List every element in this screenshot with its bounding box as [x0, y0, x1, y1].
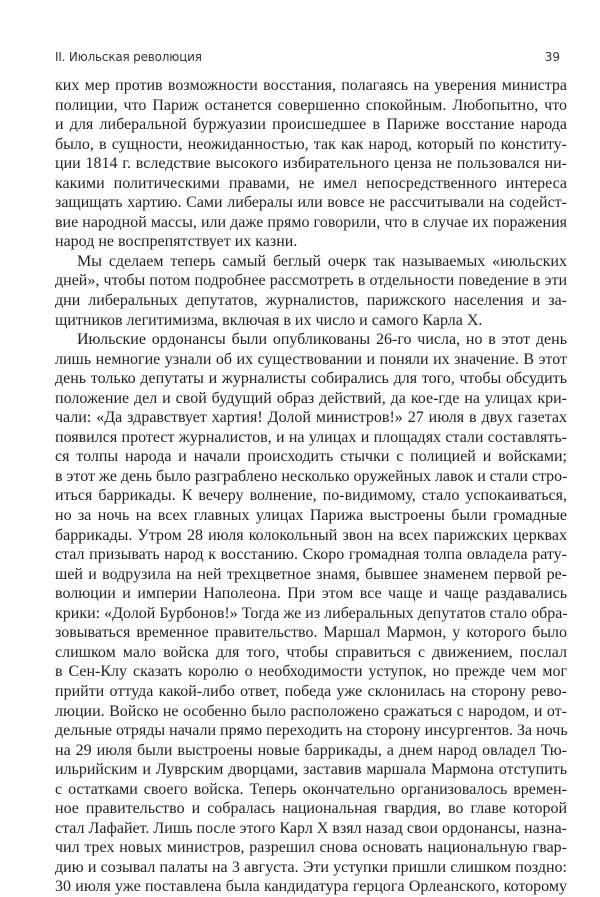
text-line: день только депутаты и журналисты собирались для того, чтобы обсудить	[55, 370, 567, 388]
text-line: появился протест журналистов, и на улицах и площадях стали составлять-	[55, 428, 567, 446]
page-number: 39	[544, 50, 560, 64]
text-line: но за ночь на всех главных улицах Парижа выстроены были громадные	[55, 507, 567, 525]
text-line: защищать хартию. Сами либералы или вовсе не рассчитывали на содейст-	[55, 194, 567, 212]
text-line: ся толпы народа и начали происходить стычки с полицией и войсками;	[55, 448, 567, 466]
text-line: иться баррикады. К вечеру волнение, по-видимому, стало успокаиваться,	[55, 487, 567, 505]
text-line: дию и созывал палаты на 3 августа. Эти уступки пришли слишком поздно:	[55, 858, 567, 876]
text-line: люции. Войско не особенно было расположено сражаться с народом, и от-	[55, 702, 567, 720]
text-line: волюции и империи Наполеона. При этом все чаще и чаще раздавались	[55, 585, 567, 603]
text-line: полиции, что Париж останется совершенно спокойным. Любопытно, что	[55, 96, 567, 114]
text-line: Мы сделаем теперь самый беглый очерк так называемых «июльских	[77, 252, 567, 270]
paragraph	[55, 76, 567, 252]
section-title: II. Июльская революция	[55, 50, 202, 64]
text-line: ких мер против возможности восстания, полагаясь на уверения министра	[55, 77, 567, 94]
text-line: и для либеральной буржуазии происшедшее в Париже восстание народа	[55, 116, 567, 134]
text-line: какими политическими правами, не имел непосредственного интереса	[55, 174, 567, 192]
body-text	[55, 76, 567, 897]
text-line: было, в сущности, неожиданностью, так как народ, который по конститу-	[55, 135, 567, 153]
text-line: на 29 июля были выстроены новые баррикады, а днем народ овладел Тю-	[55, 741, 567, 759]
text-line: стал призывать народ к восстанию. Скоро громадная толпа овладела рату-	[55, 546, 567, 564]
text-line: в Сен-Клу сказать королю о необходимости уступок, но прежде чем мог	[55, 663, 567, 681]
text-line: вие народной массы, или даже прямо говорили, что в случае их поражения	[55, 213, 567, 231]
text-line: дни либеральных депутатов, журналистов, парижского населения и за-	[55, 292, 567, 310]
text-line: стал Лафайет. Лишь после этого Карл X взял назад свои ордонансы, назна-	[55, 819, 567, 837]
text-line: 30 июля уже поставлена была кандидатура герцога Орлеанского, которому	[55, 878, 567, 896]
text-line: чали: «Да здравствует хартия! Долой министров!» 27 июля в двух газетах	[55, 409, 567, 427]
text-line: положение дел и свой будущий образ действий, да кое-где на улицах кри-	[55, 389, 567, 407]
text-line: лишь немногие узнали об их существовании и поняли их значение. В этот	[55, 350, 567, 368]
text-line: чил трех новых министров, разрешил снова основать национальную гвар-	[55, 839, 567, 857]
text-line: прийти оттуда какой-либо ответ, победа уже склонилась на сторону рево-	[55, 682, 567, 700]
text-line: шей и водрузила на ней трехцветное знамя, бывшее знаменем первой ре-	[55, 565, 567, 583]
text-line: ильрийским и Луврским дворцами, заставив маршала Мармона отступить	[55, 761, 567, 779]
text-line: слишком мало войска для того, чтобы справиться с движением, послал	[55, 643, 567, 661]
text-line: ное правительство и собралась национальная гвардия, во главе которой	[55, 800, 567, 818]
text-line: в этот же день было разграблено несколько оружейных лавок и стали стро-	[55, 467, 568, 485]
text-line: баррикады. Утром 28 июля колокольный звон на всех парижских церквах	[55, 526, 567, 544]
text-line: дельные отряды начали прямо переходить на сторону инсургентов. За ночь	[55, 722, 568, 740]
text-line: народ не воспрепятствует их казни.	[55, 233, 298, 251]
text-line: ции 1814 г. вследствие высокого избирательного ценза не пользовался ни-	[55, 155, 567, 173]
text-line: с остатками своего войска. Теперь окончательно организовалось времен-	[55, 780, 567, 798]
text-line: дней», чтобы потом подробнее рассмотреть в отдельности поведение в эти	[55, 272, 567, 290]
text-line: щитников легитимизма, включая в их число и самого Карла X.	[55, 311, 483, 329]
text-line: зовываться временное правительство. Маршал Мармон, у которого было	[55, 624, 567, 642]
paragraph	[55, 252, 567, 330]
paragraph	[55, 330, 567, 897]
running-header	[55, 50, 560, 68]
text-line: Июльские ордонансы были опубликованы 26-го числа, но в этот день	[77, 331, 567, 349]
text-line: крики: «Долой Бурбонов!» Тогда же из либеральных депутатов стало обра-	[55, 604, 568, 622]
